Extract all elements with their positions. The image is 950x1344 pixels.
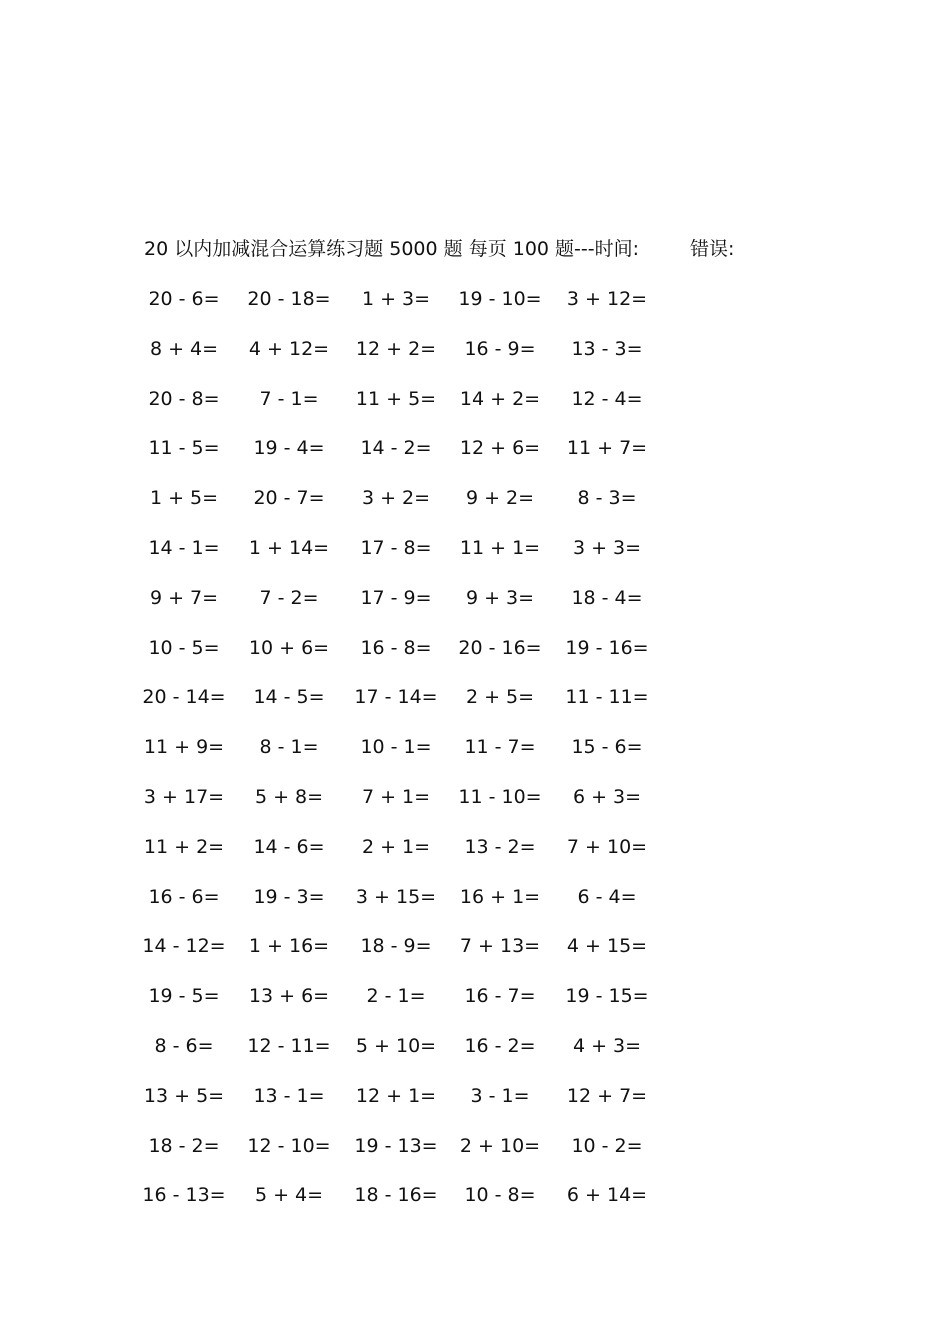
problem-row <box>0 834 950 884</box>
math-problem: 2 + 10= <box>459 1134 541 1157</box>
math-problem: 12 - 10= <box>247 1134 331 1157</box>
math-problem: 5 + 10= <box>355 1034 437 1057</box>
errors-label: 错误: <box>690 238 735 260</box>
math-problem: 10 + 6= <box>248 636 330 659</box>
math-problem: 19 - 3= <box>253 885 325 908</box>
math-problem: 12 - 11= <box>247 1034 331 1057</box>
math-problem: 3 - 1= <box>470 1084 530 1107</box>
math-problem: 8 + 4= <box>149 337 219 360</box>
problem-grid <box>0 286 950 1232</box>
problem-row <box>0 983 950 1033</box>
math-problem: 14 + 2= <box>459 387 541 410</box>
math-problem: 16 - 6= <box>148 885 220 908</box>
math-problem: 11 - 7= <box>464 736 536 759</box>
math-problem: 8 - 6= <box>154 1034 214 1057</box>
math-problem: 6 + 3= <box>572 785 642 808</box>
problem-row <box>0 635 950 685</box>
math-problem: 19 - 15= <box>565 985 649 1008</box>
math-problem: 11 + 2= <box>143 835 225 858</box>
math-problem: 9 + 7= <box>149 586 219 609</box>
math-problem: 13 + 5= <box>143 1084 225 1107</box>
math-problem: 7 - 2= <box>259 586 319 609</box>
math-problem: 16 - 2= <box>464 1034 536 1057</box>
math-problem: 3 + 3= <box>572 536 642 559</box>
math-problem: 20 - 14= <box>142 686 226 709</box>
math-problem: 6 + 14= <box>566 1184 648 1207</box>
math-problem: 12 + 6= <box>459 437 541 460</box>
math-problem: 1 + 3= <box>361 288 431 310</box>
math-problem: 17 - 9= <box>360 586 432 609</box>
page-header <box>144 235 844 263</box>
math-problem: 5 + 4= <box>254 1184 324 1207</box>
math-problem: 14 - 12= <box>142 935 226 958</box>
math-problem: 18 - 16= <box>354 1184 438 1207</box>
math-problem: 16 - 13= <box>142 1184 226 1207</box>
math-problem: 13 - 2= <box>464 835 536 858</box>
math-problem: 7 + 10= <box>566 835 648 858</box>
math-problem: 20 - 8= <box>148 387 220 410</box>
math-problem: 7 + 1= <box>361 785 431 808</box>
math-problem: 12 + 2= <box>355 337 437 360</box>
math-problem: 9 + 2= <box>465 487 535 510</box>
problem-row <box>0 684 950 734</box>
math-problem: 18 - 2= <box>148 1134 220 1157</box>
math-problem: 9 + 3= <box>465 586 535 609</box>
math-problem: 18 - 9= <box>360 935 432 958</box>
problem-row <box>0 485 950 535</box>
math-problem: 10 - 1= <box>360 736 432 759</box>
problem-row <box>0 286 950 336</box>
math-problem: 10 - 5= <box>148 636 220 659</box>
math-problem: 2 + 5= <box>465 686 535 709</box>
problem-row <box>0 1083 950 1133</box>
math-problem: 10 - 8= <box>464 1184 536 1207</box>
math-problem: 18 - 4= <box>571 586 643 609</box>
math-problem: 11 + 9= <box>143 736 225 759</box>
math-problem: 11 - 5= <box>148 437 220 460</box>
math-problem: 11 - 11= <box>565 686 649 709</box>
math-problem: 11 + 7= <box>566 437 648 460</box>
math-problem: 20 - 6= <box>148 288 220 310</box>
math-problem: 7 - 1= <box>259 387 319 410</box>
problem-row <box>0 535 950 585</box>
math-problem: 4 + 12= <box>248 337 330 360</box>
problem-row <box>0 1133 950 1183</box>
problem-row <box>0 933 950 983</box>
math-problem: 19 - 16= <box>565 636 649 659</box>
math-problem: 5 + 8= <box>254 785 324 808</box>
math-problem: 8 - 3= <box>577 487 637 510</box>
math-problem: 13 - 3= <box>571 337 643 360</box>
math-problem: 2 - 1= <box>366 985 426 1008</box>
math-problem: 7 + 13= <box>459 935 541 958</box>
math-problem: 11 - 10= <box>458 785 542 808</box>
problem-row <box>0 435 950 485</box>
math-problem: 16 - 8= <box>360 636 432 659</box>
math-problem: 14 - 6= <box>253 835 325 858</box>
math-problem: 16 - 9= <box>464 337 536 360</box>
math-problem: 19 - 10= <box>458 288 542 310</box>
math-problem: 1 + 16= <box>248 935 330 958</box>
math-problem: 12 + 7= <box>566 1084 648 1107</box>
problem-row <box>0 884 950 934</box>
math-problem: 20 - 16= <box>458 636 542 659</box>
math-problem: 4 + 15= <box>566 935 648 958</box>
math-problem: 20 - 18= <box>247 288 331 310</box>
math-problem: 10 - 2= <box>571 1134 643 1157</box>
problem-row <box>0 386 950 436</box>
math-problem: 11 + 1= <box>459 536 541 559</box>
math-problem: 17 - 8= <box>360 536 432 559</box>
math-problem: 1 + 14= <box>248 536 330 559</box>
math-problem: 6 - 4= <box>577 885 637 908</box>
math-problem: 3 + 17= <box>143 785 225 808</box>
problem-row <box>0 336 950 386</box>
math-problem: 14 - 1= <box>148 536 220 559</box>
math-problem: 19 - 4= <box>253 437 325 460</box>
math-problem: 1 + 5= <box>149 487 219 510</box>
math-problem: 20 - 7= <box>253 487 325 510</box>
math-problem: 17 - 14= <box>354 686 438 709</box>
math-problem: 3 + 2= <box>361 487 431 510</box>
problem-row <box>0 1033 950 1083</box>
math-problem: 13 + 6= <box>248 985 330 1008</box>
math-problem: 19 - 5= <box>148 985 220 1008</box>
problem-row <box>0 585 950 635</box>
math-problem: 8 - 1= <box>259 736 319 759</box>
problem-row <box>0 734 950 784</box>
page-title: 20 以内加减混合运算练习题 5000 题 每页 100 题---时间: <box>144 238 640 260</box>
math-problem: 16 + 1= <box>459 885 541 908</box>
math-problem: 3 + 12= <box>566 288 648 310</box>
problem-row <box>0 1182 950 1232</box>
math-problem: 16 - 7= <box>464 985 536 1008</box>
math-problem: 3 + 15= <box>355 885 437 908</box>
math-problem: 14 - 5= <box>253 686 325 709</box>
math-problem: 11 + 5= <box>355 387 437 410</box>
math-problem: 2 + 1= <box>361 835 431 858</box>
math-problem: 12 - 4= <box>571 387 643 410</box>
math-problem: 4 + 3= <box>572 1034 642 1057</box>
problem-row <box>0 784 950 834</box>
math-problem: 19 - 13= <box>354 1134 438 1157</box>
math-problem: 13 - 1= <box>253 1084 325 1107</box>
math-problem: 14 - 2= <box>360 437 432 460</box>
math-problem: 15 - 6= <box>571 736 643 759</box>
math-problem: 12 + 1= <box>355 1084 437 1107</box>
